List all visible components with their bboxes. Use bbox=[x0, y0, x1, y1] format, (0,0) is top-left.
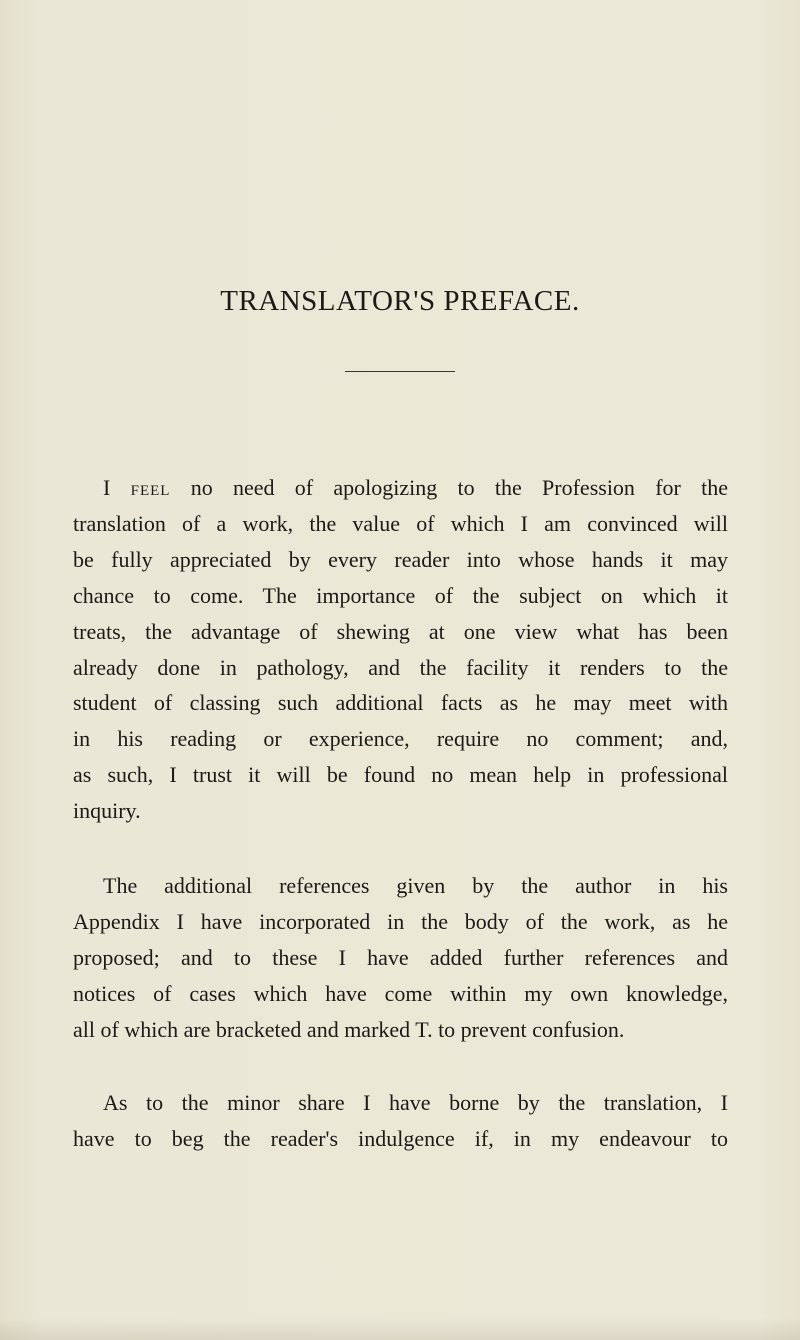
page-title: TRANSLATOR'S PREFACE. bbox=[220, 285, 580, 317]
paragraph-1-line-1 bbox=[73, 470, 728, 506]
text-line: no need of apologizing to the Profession for the bbox=[170, 475, 728, 500]
paragraph-3-line-1: As to the minor share I have borne by the translation, I bbox=[103, 1090, 728, 1115]
paragraph-2-line-5: all of which are bracketed and marked T. to prevent confusion. bbox=[73, 1016, 625, 1042]
paragraph-1-line-4: chance to come. The importance of the subject on which it bbox=[73, 582, 728, 608]
paragraph-1-line-6: already done in pathology, and the facility it renders to the bbox=[73, 654, 728, 680]
paragraph-1 bbox=[73, 470, 728, 829]
paragraph-2-line-3: proposed; and to these I have added further references and bbox=[73, 944, 728, 970]
paragraph-1-line-5: treats, the advantage of shewing at one view what has been bbox=[73, 618, 728, 644]
page-bottom-edge bbox=[0, 1318, 800, 1340]
paragraph-2-line-4: notices of cases which have come within my own knowledge, bbox=[73, 980, 728, 1006]
paragraph-2 bbox=[73, 868, 728, 1048]
paragraph-1-line-9: as such, I trust it will be found no mean help in professional bbox=[73, 762, 728, 788]
opening-letter: I bbox=[103, 475, 111, 500]
opening-smallcaps: feel bbox=[130, 475, 171, 500]
paragraph-2-line-1: The additional references given by the author in his bbox=[103, 873, 728, 898]
paragraph-3 bbox=[73, 1085, 728, 1157]
paragraph-1-line-3: be fully appreciated by every reader into whose hands it may bbox=[73, 546, 728, 572]
paragraph-1-line-7: student of classing such additional facts as he may meet with bbox=[73, 690, 728, 716]
paragraph-1-line-2: translation of a work, the value of which I am convinced will bbox=[73, 510, 728, 536]
paragraph-1-line-8: in his reading or experience, require no comment; and, bbox=[73, 726, 728, 752]
paragraph-3-line-2: have to beg the reader's indulgence if, in my endeavour to bbox=[73, 1125, 728, 1151]
title-divider bbox=[345, 371, 455, 372]
paragraph-1-line-10: inquiry. bbox=[73, 798, 141, 824]
paragraph-2-line-2: Appendix I have incorporated in the body of the work, as he bbox=[73, 908, 728, 934]
